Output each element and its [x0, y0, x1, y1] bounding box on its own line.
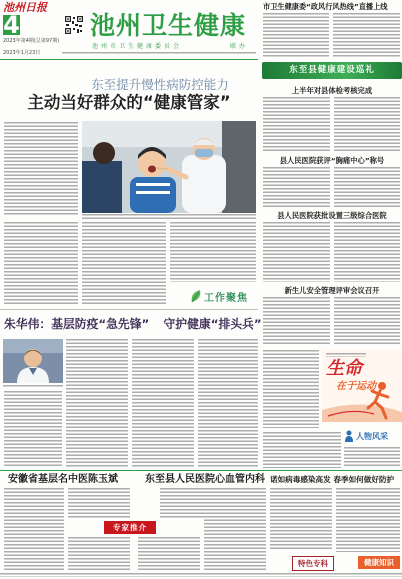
- body-text-block: [334, 97, 400, 153]
- sponsor-name: 池州市卫生健康委员会: [92, 43, 183, 50]
- qr-code-icon: [64, 15, 84, 35]
- issue-number: 2023年第4期(总第97期): [3, 38, 60, 44]
- body-text-block: [4, 488, 64, 571]
- body-text-block: [138, 537, 200, 571]
- sidebar-headline: 县人民医院获评“胸痛中心”称号: [279, 156, 385, 165]
- feature-photo: [82, 121, 256, 213]
- body-text-block: [336, 488, 400, 552]
- body-text-block: [66, 339, 128, 468]
- section-divider: [0, 309, 258, 310]
- promo-subtitle: 在于运动: [336, 381, 376, 392]
- section-label-text: 工作聚焦: [204, 292, 248, 304]
- promo-graphic: [322, 350, 402, 422]
- person-icon: [344, 430, 354, 442]
- bottom-headline-knowledge: 诺如病毒感染高发 春季如何做好防护: [270, 475, 395, 484]
- newspaper-logo: 池州日报: [3, 1, 47, 14]
- promo-small-text: [326, 353, 366, 357]
- body-text-block: [263, 350, 319, 428]
- section-label-text: 人物风采: [356, 431, 388, 441]
- profile-headline-part-a: 朱华伟：基层防疫“急先锋”: [4, 317, 150, 331]
- sidebar-banner: 东至县健康建设巡礼: [262, 62, 402, 79]
- body-text-block: [263, 167, 330, 207]
- body-text-block: [344, 447, 400, 468]
- body-text-block: [68, 537, 130, 571]
- body-text-block: [334, 222, 400, 282]
- section-label-work-focus: [190, 287, 256, 305]
- sidebar-headline: 上半年对县体检考核完成: [291, 86, 373, 95]
- section-label-knowledge: 健康知识: [358, 556, 400, 569]
- newspaper-title: 池州卫生健康: [90, 11, 247, 40]
- body-text-block: [270, 488, 332, 551]
- body-text-block: [263, 97, 330, 153]
- section-label-expert: 专家推介: [104, 521, 156, 534]
- body-text-block: [333, 13, 400, 57]
- photo-caption: [3, 385, 63, 388]
- feature-headline: 主动当好群众的“健康管家”: [27, 93, 231, 112]
- sidebar-headline: 新生儿安全管理评审会议召开: [284, 286, 380, 295]
- page-footer: [0, 573, 402, 577]
- body-text-block: [263, 297, 330, 346]
- body-text-block: [263, 432, 341, 468]
- bottom-headline-specialty: 东至县人民医院心血管内科: [145, 474, 265, 485]
- section-label-specialty: 特色专科: [292, 556, 334, 571]
- body-text-block: [334, 297, 400, 346]
- bottom-divider: [0, 470, 402, 471]
- body-text-block: [334, 167, 400, 207]
- body-text-block: [4, 122, 78, 216]
- body-text-block: [263, 13, 329, 57]
- body-text-block: [198, 339, 258, 468]
- bottom-headline-expert: 安徽省基层名中医陈玉斌: [8, 474, 118, 485]
- sponsor-co-label: 联办: [230, 43, 249, 50]
- photo-caption: [82, 214, 256, 219]
- body-text-block: [132, 339, 194, 468]
- body-text-block: [160, 488, 210, 518]
- profile-headline: [4, 319, 262, 331]
- body-text-block: [170, 222, 256, 282]
- body-text-block: [4, 391, 62, 468]
- leaf-icon: [190, 289, 202, 303]
- body-text-block: [82, 222, 166, 305]
- section-label-people: [344, 429, 402, 443]
- issue-date: 2023年1月23日: [3, 50, 41, 56]
- sidebar-headline: 县人民医院获批设置三级综合医院: [277, 211, 387, 220]
- body-text-block: [4, 222, 78, 305]
- profile-headline-part-b: 守护健康“排头兵”: [163, 317, 262, 331]
- masthead-rule: [0, 59, 258, 60]
- profile-photo: [3, 339, 63, 383]
- feature-kicker: 东至提升慢性病防控能力: [91, 77, 229, 92]
- page-number: 4: [3, 11, 20, 39]
- promo-title: 生命: [326, 358, 362, 379]
- masthead-info-line: [62, 52, 256, 55]
- top-right-headline: 市卫生健康委“政风行风热线”直播上线: [263, 2, 388, 11]
- body-text-block: [204, 488, 266, 571]
- body-text-block: [68, 488, 130, 518]
- body-text-block: [263, 222, 330, 282]
